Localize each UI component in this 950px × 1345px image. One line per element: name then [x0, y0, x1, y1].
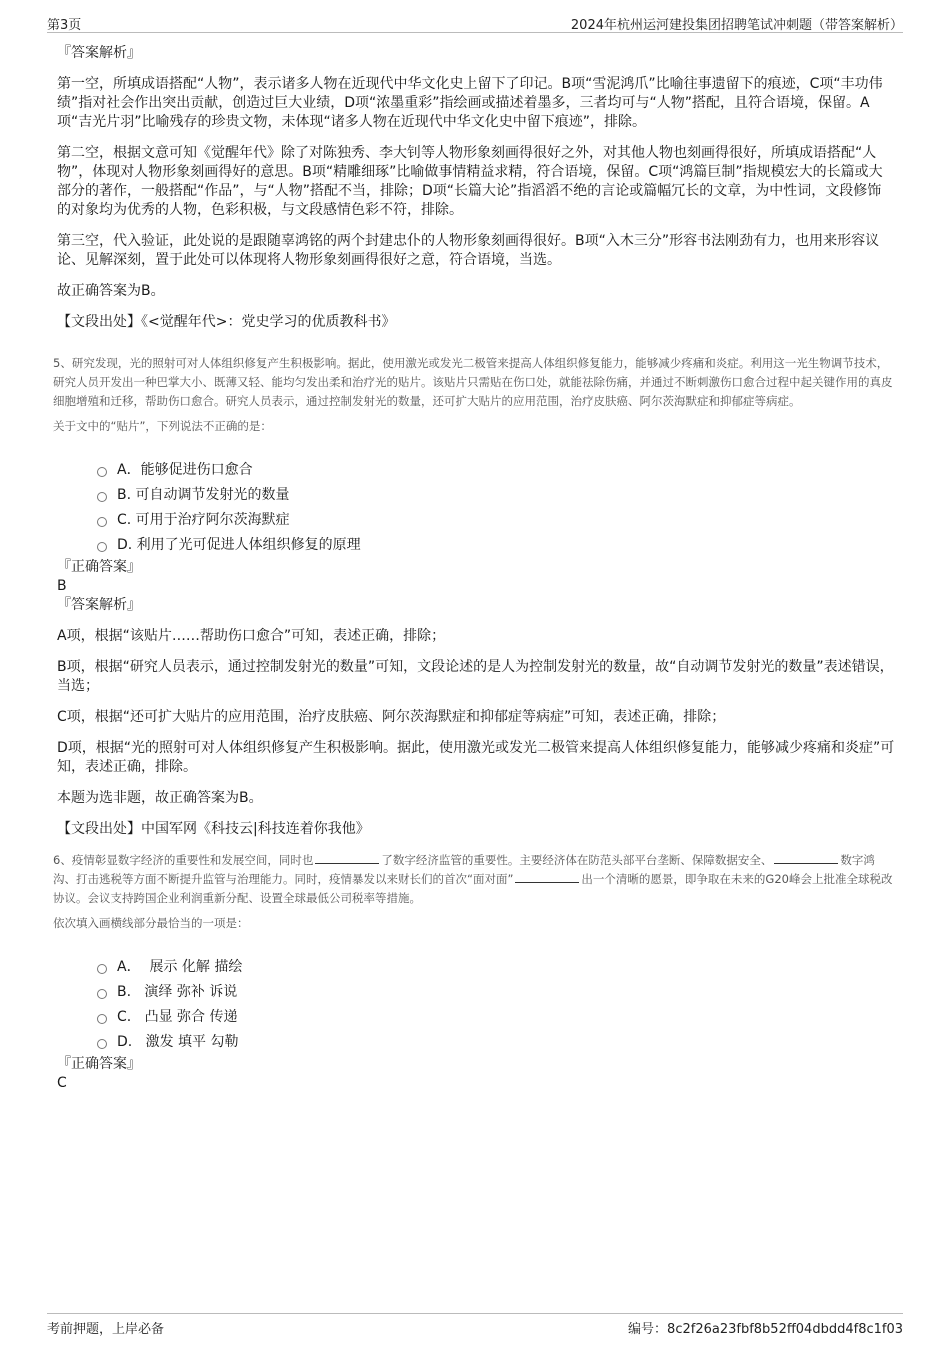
q4-analysis-para2: 第二空，根据文意可知《觉醒年代》除了对陈独秀、李大钊等人物形象刻画得很好之外，对其他人物也刻画得很好，所填成语搭配“人物”，体现对人物形象刻画得好的意思。B项“精雕细琢”比喻做事情精益求精，符合语境，保留。C项“鸿篇巨制”指规模宏大的长篇或大部分的著作，一般搭配“作品”，与“人物”搭配不当，排除；D项“长篇大论”指滔滔不绝的言论或篇幅冗长的文章，为中性词，文段修饰的对象均为优秀的人物，色彩积极，与文段感情色彩不符，排除。: [57, 145, 883, 218]
q6-answer-label: 『正确答案』: [57, 1056, 141, 1072]
q5-question: 关于文中的“贴片”，下列说法不正确的是：: [53, 419, 272, 433]
q6-option-b[interactable]: B. 演绎 弥补 诉说: [57, 980, 895, 1005]
radio-icon[interactable]: [97, 542, 107, 552]
fill-blank-3: [515, 870, 579, 883]
radio-icon[interactable]: [97, 517, 107, 527]
q5-answer: B: [57, 578, 67, 594]
radio-icon[interactable]: [97, 989, 107, 999]
document-body: [53, 44, 895, 1093]
fill-blank-2: [774, 851, 838, 864]
radio-icon[interactable]: [97, 467, 107, 477]
document-title: 2024年杭州运河建投集团招聘笔试冲刺题（带答案解析）: [570, 18, 903, 33]
q6-question: 依次填入画横线部分最恰当的一项是：: [53, 916, 249, 930]
page-number: 第3页: [47, 18, 82, 33]
q5-option-b[interactable]: B. 可自动调节发射光的数量: [57, 483, 895, 508]
footer-serial: 编号：8c2f26a23fbf8b52ff04dbdd4f8c1f03: [628, 1322, 903, 1337]
q5-analysis-label: 『答案解析』: [57, 597, 141, 613]
q5-options: [57, 458, 895, 558]
q5-conclusion: 本题为选非题，故正确答案为B。: [57, 790, 263, 806]
q6-passage: 6、疫情彰显数字经济的重要性和发展空间，同时也 了数字经济监管的重要性。主要经济体在防范头部平台垄断、保障数据安全、 数字鸿沟、打击逃税等方面不断提升监管与治理能力。同时，疫情暴发以来财长们的首次“面对面” 出一个清晰的愿景，即争取在未来的G20峰会上批准全球税改协议。会议支持跨国企业利润重新分配、设置全球最低公司税率等措施。: [53, 853, 893, 905]
q6-options: [57, 955, 895, 1055]
radio-icon[interactable]: [97, 492, 107, 502]
fill-blank-1: [315, 851, 379, 864]
q6-option-a[interactable]: A． 展示 化解 描绘: [57, 955, 895, 980]
q4-analysis-para1: 第一空，所填成语搭配“人物”，表示诸多人物在近现代中华文化史上留下了印记。B项“雪泥鸿爪”比喻往事遗留下的痕迹，C项“丰功伟绩”指对社会作出突出贡献，创造过巨大业绩，D项“浓墨重彩”指绘画或描述着墨多，三者均可与“人物”搭配，且符合语境，保留。A项“吉光片羽”比喻残存的珍贵文物，未体现“诸多人物在近现代中华文化史中留下痕迹”，排除。: [57, 76, 883, 130]
radio-icon[interactable]: [97, 964, 107, 974]
q5-analysis-c: C项，根据“还可扩大贴片的应用范围，治疗皮肤癌、阿尔茨海默症和抑郁症等病症”可知，表述正确，排除；: [57, 709, 726, 725]
page-footer: [47, 1313, 903, 1336]
q6-option-c[interactable]: C. 凸显 弥合 传递: [57, 1005, 895, 1030]
q6-answer: C: [57, 1075, 67, 1091]
page-header: [47, 12, 903, 33]
q5-analysis-b: B项，根据“研究人员表示，通过控制发射光的数量”可知，文段论述的是人为控制发射光的数量，故“自动调节发射光的数量”表述错误，当选；: [57, 659, 894, 694]
q5-analysis-d: D项，根据“光的照射可对人体组织修复产生积极影响。据此，使用激光或发光二极管来提高人体组织修复能力，能够减少疼痛和炎症”可知，表述正确，排除。: [57, 740, 895, 775]
q5-passage: 5、研究发现，光的照射可对人体组织修复产生积极影响。据此，使用激光或发光二极管来提高人体组织修复能力，能够减少疼痛和炎症。利用这一光生物调节技术，研究人员开发出一种巴掌大小、既薄又轻、能均匀发出柔和治疗光的贴片。该贴片只需贴在伤口处，就能祛除伤痛，并通过不断刺激伤口愈合过程中起关键作用的真皮细胞增殖和迁移，帮助伤口愈合。研究人员表示，通过控制发射光的数量，还可扩大贴片的应用范围，治疗皮肤癌、阿尔茨海默症和抑郁症等病症。: [53, 356, 893, 408]
q5-answer-label: 『正确答案』: [57, 559, 141, 575]
q5-option-c[interactable]: C. 可用于治疗阿尔茨海默症: [57, 508, 895, 533]
footer-slogan: 考前押题，上岸必备: [47, 1322, 165, 1337]
q4-source: 【文段出处】《<觉醒年代>：党史学习的优质教科书》: [57, 314, 396, 330]
radio-icon[interactable]: [97, 1014, 107, 1024]
q4-conclusion: 故正确答案为B。: [57, 283, 165, 299]
q4-analysis-para3: 第三空，代入验证，此处说的是跟随辜鸿铭的两个封建忠仆的人物形象刻画得很好。B项“入木三分”形容书法刚劲有力，也用来形容议论、见解深刻，置于此处可以体现将人物形象刻画得很好之意，符合语境，当选。: [57, 233, 880, 268]
q5-option-a[interactable]: A．能够促进伤口愈合: [57, 458, 895, 483]
q6-option-d[interactable]: D. 激发 填平 勾勒: [57, 1030, 895, 1055]
radio-icon[interactable]: [97, 1039, 107, 1049]
q4-analysis-label: 『答案解析』: [57, 45, 141, 61]
q5-option-d[interactable]: D. 利用了光可促进人体组织修复的原理: [57, 533, 895, 558]
q5-source: 【文段出处】中国军网《科技云|科技连着你我他》: [57, 821, 370, 837]
q5-analysis-a: A项，根据“该贴片……帮助伤口愈合”可知，表述正确，排除；: [57, 628, 446, 644]
